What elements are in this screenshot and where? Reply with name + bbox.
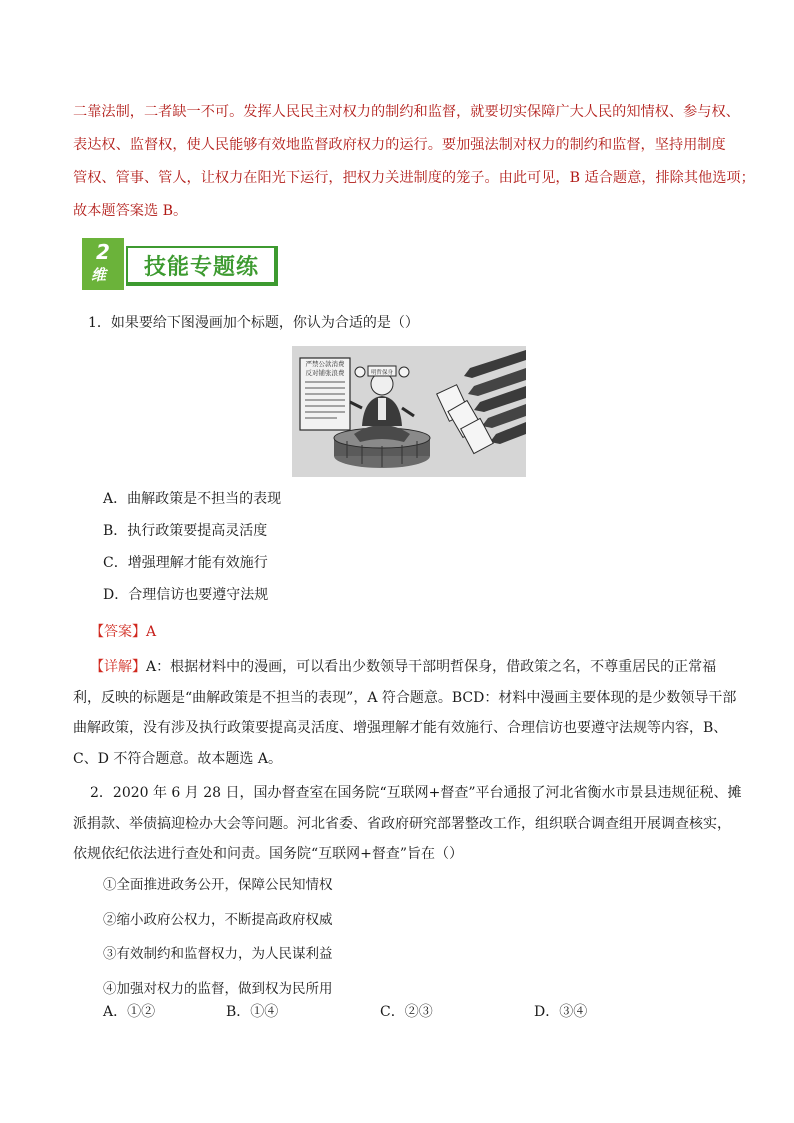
question-2-choices: [103, 1001, 663, 1023]
sign-text-1: 严禁公款消费: [305, 360, 345, 368]
option-a: A．曲解政策是不担当的表现: [103, 491, 282, 507]
detail-text: A：根据材料中的漫画，可以看出少数领导干部明哲保身，借政策之名，不尊重居民的正常福: [146, 659, 717, 675]
question-2-stem: [73, 778, 763, 870]
question-2-line: 派捐款、举债搞迎检办大会等问题。河北省委、省政府研究部署整改工作，组织联合调查组开展调查核实，: [73, 815, 731, 832]
section-title: 技能专题练: [144, 255, 260, 280]
choice-c: C．②③: [380, 1004, 433, 1020]
explanation-paragraph: [73, 652, 757, 774]
option-d: D．合理信访也要遵守法规: [103, 587, 269, 603]
intro-line: 故本题答案选 B。: [73, 203, 188, 219]
option-b: B．执行政策要提高灵活度: [103, 523, 268, 539]
statement-2: ②缩小政府公权力，不断提高政府权威: [103, 911, 333, 928]
intro-line: 二靠法制，二者缺一不可。发挥人民民主对权力的制约和监督，就要切实保障广大人民的知情权、参与权、: [73, 104, 740, 120]
intro-line: 管权、管事、管人，让权力在阳光下运行，把权力关进制度的笼子。由此可见，B 适合题意，排除其他选项；: [73, 170, 755, 186]
explanation-line-1: [73, 652, 757, 683]
detail-label: 【详解】: [90, 659, 146, 675]
statement-4: ④加强对权力的监督，做到权为民所用: [103, 980, 333, 997]
hat-text: 明哲保身: [370, 370, 394, 376]
section-banner: [82, 238, 278, 292]
question-2-line: 依规依纪依法进行查处和问责。国务院“互联网+督查”旨在（）: [73, 846, 464, 862]
choice-a: A．①②: [103, 1004, 156, 1020]
section-title-box: [126, 246, 278, 286]
answer-label: 【答案】: [90, 624, 146, 640]
choice-b: B．①④: [226, 1004, 279, 1020]
option-c: C．增强理解才能有效施行: [103, 555, 268, 571]
sign-text-2: 反对铺张浪费: [305, 369, 345, 377]
intro-line: 表达权、监督权，使人民能够有效地监督政府权力的运行。要加强法制对权力的制约和监督，坚持用制度: [73, 137, 726, 153]
notice-sign: [300, 358, 350, 430]
answer-line: [90, 621, 156, 641]
question-1-stem: 1．如果要给下图漫画加个标题，你认为合适的是（）: [88, 315, 419, 331]
cartoon-image: [292, 346, 526, 477]
question-1-options: [103, 490, 281, 618]
badge-suffix: 维: [91, 266, 107, 284]
explanation-line: C、D 不符合题意。故本题选 A。: [73, 750, 282, 767]
answer-value: A: [146, 624, 157, 640]
statement-1: ①全面推进政务公开，保障公民知情权: [103, 877, 333, 893]
badge-number: 2: [96, 240, 110, 264]
explanation-line: 利，反映的标题是“曲解政策是不担当的表现”，A 符合题意。BCD：材料中漫画主要体现的是少数领导干部: [73, 689, 737, 706]
explanation-line: 曲解政策，没有涉及执行政策要提高灵活度、增强理解才能有效施行、合理信访也要遵守法规等内容，B、: [73, 720, 728, 736]
question-2-statements: [103, 873, 333, 1011]
statement-3: ③有效制约和监督权力，为人民谋利益: [103, 946, 333, 962]
choice-d: D．③④: [534, 1004, 588, 1020]
question-2-line: 2．2020 年 6 月 28 日，国办督查室在国务院“互联网+督查”平台通报了河北省衡水市景县违规征税、摊: [90, 785, 742, 801]
intro-paragraph: [73, 96, 753, 228]
cartoon-illustration: [292, 346, 526, 477]
section-badge: [82, 238, 124, 290]
